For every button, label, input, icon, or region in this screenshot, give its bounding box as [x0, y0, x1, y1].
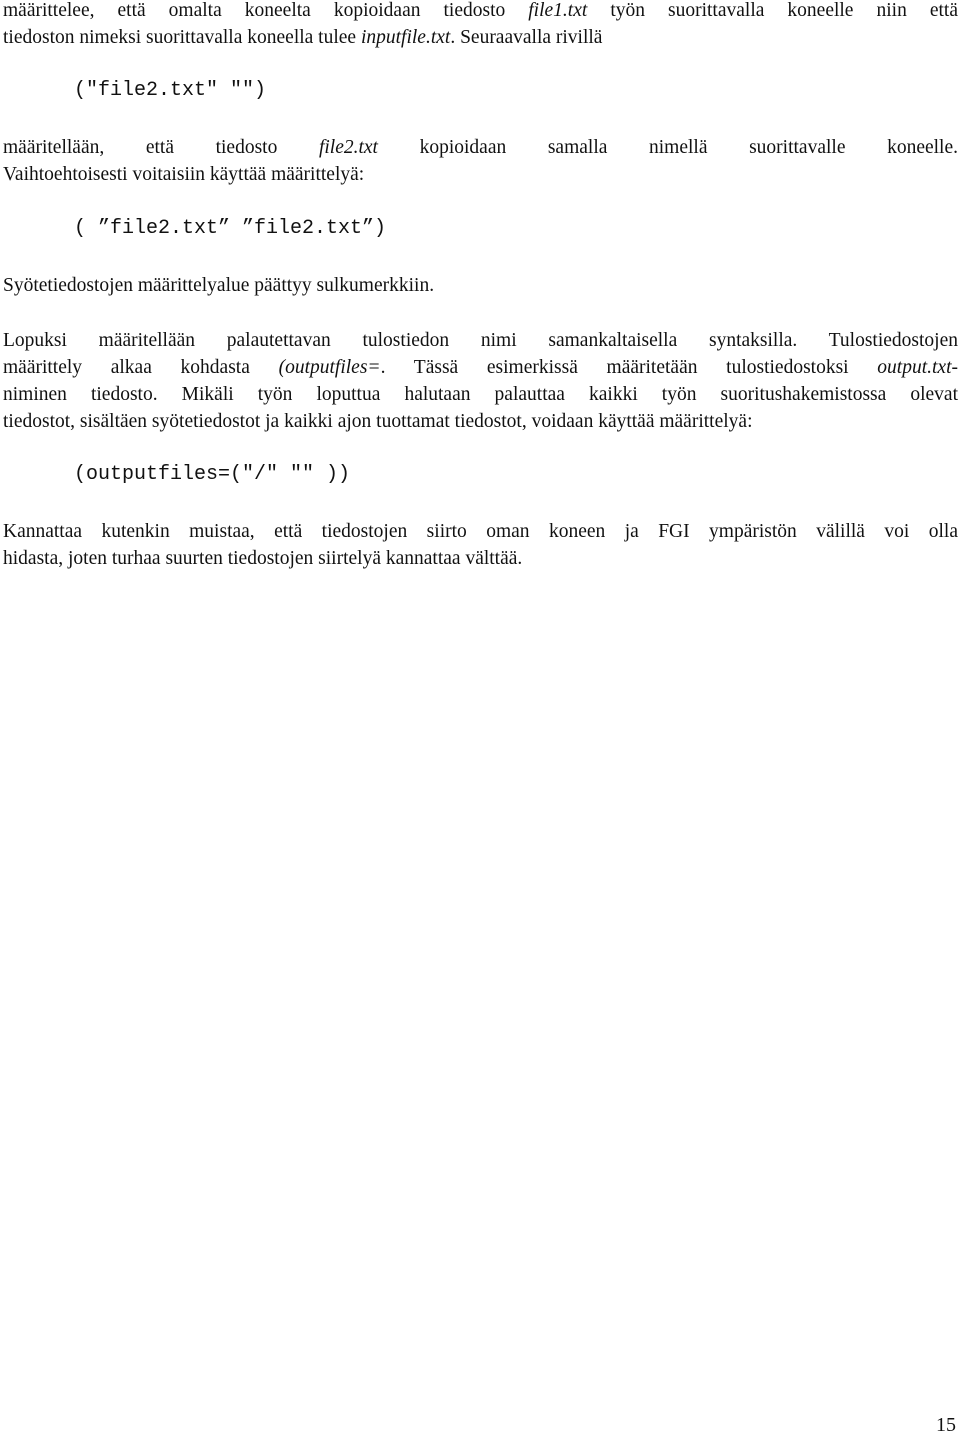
text-run: kopioidaan samalla nimellä suorittavalle koneelle. — [377, 137, 959, 158]
paragraph-4-line-2 — [3, 354, 958, 381]
text-run: - — [951, 357, 958, 378]
paragraph-4-line-3: niminen tiedosto. Mikäli työn loputtua halutaan palauttaa kaikki työn suoritushakemistossa olevat — [3, 384, 958, 405]
paragraph-4-line-4: tiedostot, sisältäen syötetiedostot ja kaikki ajon tuottamat tiedostot, voidaan käyttää määrittelyä: — [3, 411, 753, 432]
text-run: . Tässä esimerkissä määritetään tulostiedostoksi — [380, 357, 878, 378]
page-number: 15 — [936, 1414, 956, 1436]
code-example-1: ("file2.txt" "") — [74, 79, 267, 102]
paragraph-2-line-2: Vaihtoehtoisesti voitaisiin käyttää määrittelyä: — [3, 164, 365, 185]
paragraph-2-line-1 — [3, 134, 958, 161]
paragraph-1-line-1 — [3, 0, 958, 24]
paragraph-5-line-1: Kannattaa kutenkin muistaa, että tiedostojen siirto oman koneen ja FGI ympäristön välillä voi olla — [3, 521, 958, 542]
filename-italic: inputfile.txt — [360, 27, 451, 48]
code-example-3: (outputfiles=("/" "" )) — [74, 463, 351, 486]
text-run: määritellään, että tiedosto — [3, 137, 319, 158]
paragraph-3 — [3, 272, 958, 299]
paragraph-5 — [3, 518, 958, 572]
paragraph-2 — [3, 134, 958, 188]
keyword-italic: (outputfiles= — [278, 357, 381, 378]
paragraph-4 — [3, 327, 958, 435]
text-run: työn suorittavalla koneelle niin että — [587, 0, 958, 21]
code-example-2: ( ”file2.txt” ”file2.txt”) — [74, 217, 387, 240]
text-run: määrittely alkaa kohdasta — [3, 357, 279, 378]
paragraph-1-line-2 — [3, 24, 958, 51]
text-run: . Seuraavalla rivillä — [450, 27, 603, 48]
paragraph-1 — [3, 0, 958, 51]
paragraph-3-line-1: Syötetiedostojen määrittelyalue päättyy sulkumerkkiin. — [3, 275, 435, 296]
filename-italic: file2.txt — [318, 137, 378, 158]
text-run: tiedoston nimeksi suorittavalla koneella tulee — [3, 27, 361, 48]
filename-italic: file1.txt — [528, 0, 588, 21]
paragraph-5-line-2: hidasta, joten turhaa suurten tiedostojen siirtelyä kannattaa välttää. — [3, 548, 523, 569]
paragraph-4-line-1: Lopuksi määritellään palautettavan tulostiedon nimi samankaltaisella syntaksilla. Tulostiedostojen — [3, 330, 958, 351]
text-run: määrittelee, että omalta koneelta kopioidaan tiedosto — [3, 0, 529, 21]
filename-italic: output.txt — [877, 357, 952, 378]
